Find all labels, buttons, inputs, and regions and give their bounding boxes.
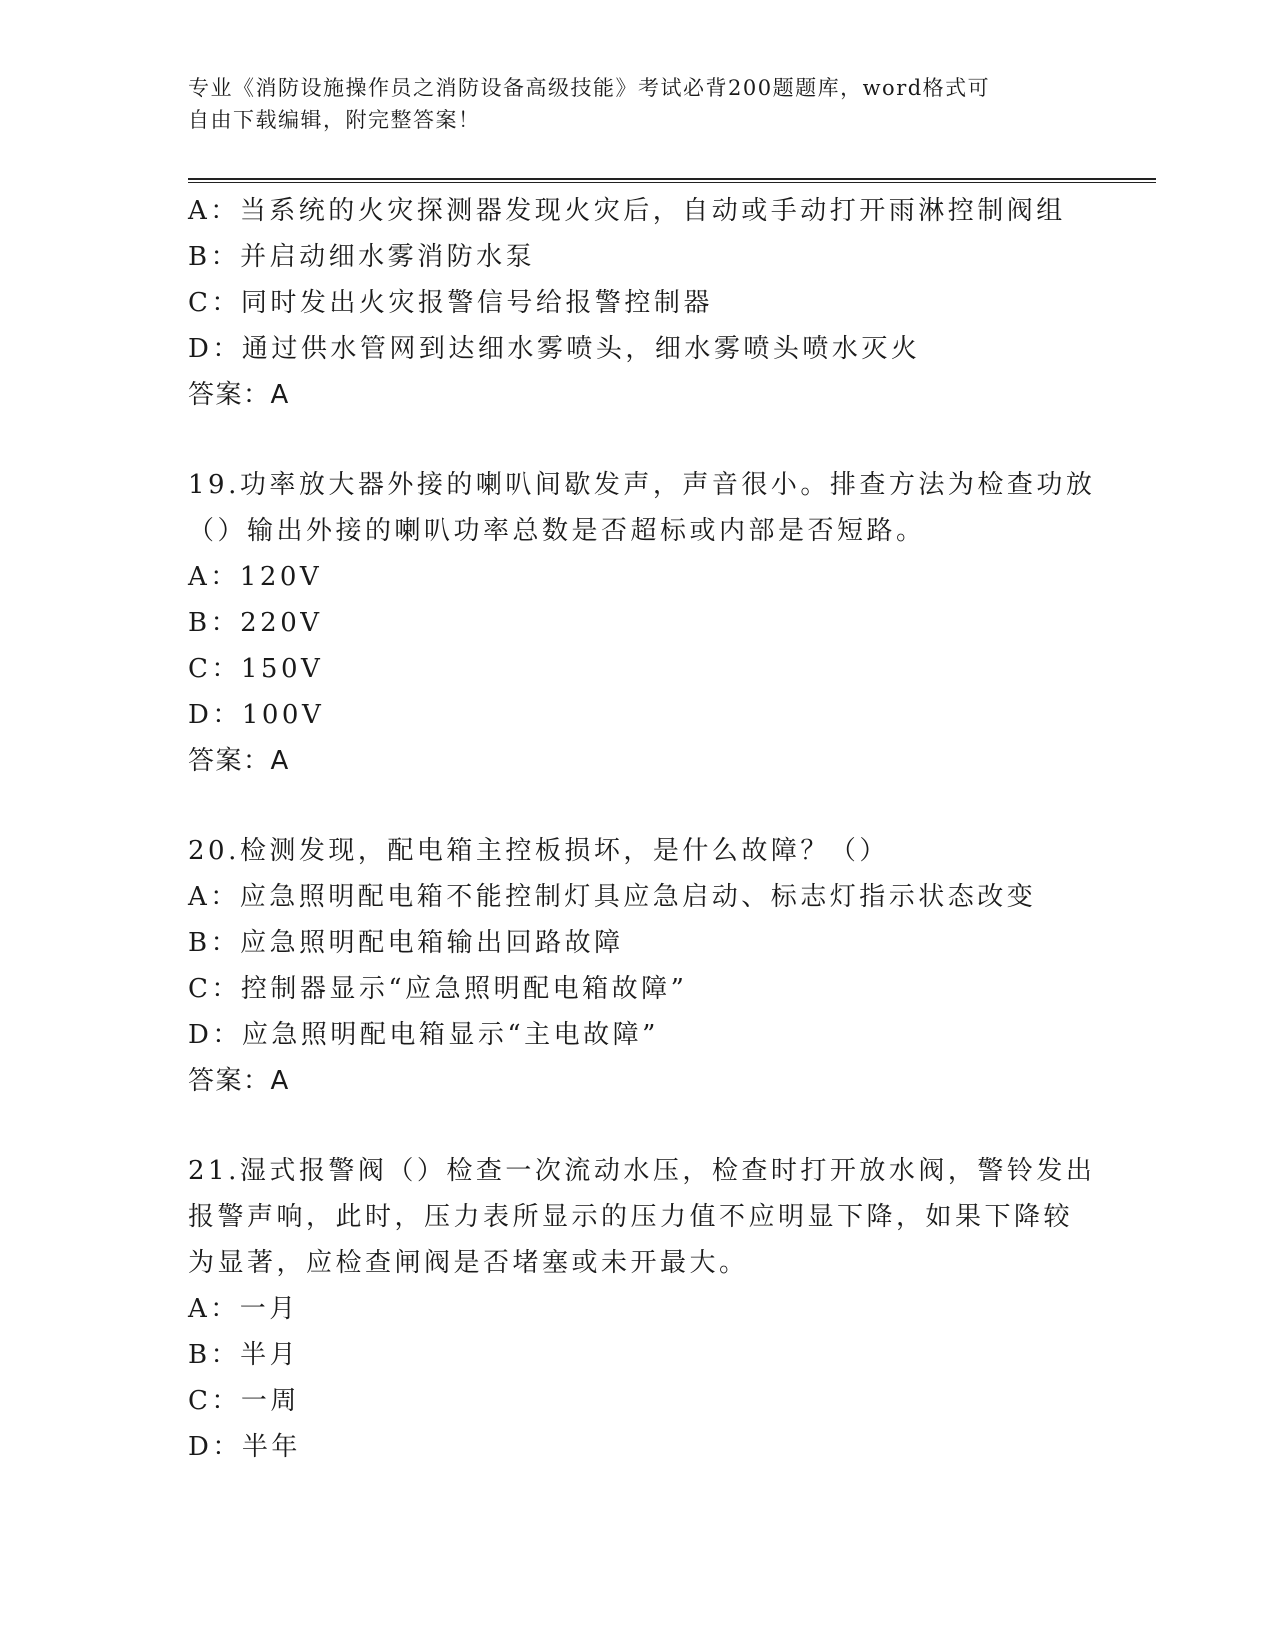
question-18 [188, 188, 1088, 418]
option-a: A：应急照明配电箱不能控制灯具应急启动、标志灯指示状态改变 [188, 882, 1037, 912]
option-d: D：半年 [188, 1432, 301, 1462]
option-a: A：120V [188, 562, 323, 592]
question-stem-continued: 报警声响，此时，压力表所显示的压力值不应明显下降，如果下降较 [188, 1202, 1074, 1232]
option-d: D：通过供水管网到达细水雾喷头，细水雾喷头喷水灭火 [188, 334, 921, 364]
question-stem: 21.湿式报警阀（）检查一次流动水压，检查时打开放水阀，警铃发出 [188, 1156, 1096, 1186]
question-stem-continued: （）输出外接的喇叭功率总数是否超标或内部是否短路。 [188, 516, 926, 546]
option-b: B：220V [188, 608, 323, 638]
option-d: D：应急照明配电箱显示“主电故障” [188, 1020, 659, 1050]
question-21 [188, 1148, 1096, 1470]
header-line-2: 自由下载编辑，附完整答案！ [188, 108, 481, 132]
option-c: C：一周 [188, 1386, 300, 1416]
question-stem: 19.功率放大器外接的喇叭间歇发声，声音很小。排查方法为检查功放 [188, 470, 1096, 500]
option-b: B：并启动细水雾消防水泵 [188, 242, 536, 272]
header-line-1: 专业《消防设施操作员之消防设备高级技能》考试必背200题题库，word格式可 [188, 76, 991, 100]
option-c: C：同时发出火灾报警信号给报警控制器 [188, 288, 713, 318]
spacer [188, 784, 1088, 828]
option-a: A：当系统的火灾探测器发现火灾后，自动或手动打开雨淋控制阀组 [188, 196, 1066, 226]
spacer [188, 418, 1088, 462]
option-c: C：控制器显示“应急照明配电箱故障” [188, 974, 688, 1004]
question-stem: 20.检测发现，配电箱主控板损坏，是什么故障？（） [188, 836, 889, 866]
question-stem-continued: 为显著，应检查闸阀是否堵塞或未开最大。 [188, 1248, 749, 1278]
option-a: A：一月 [188, 1294, 299, 1324]
header-divider [188, 178, 1156, 183]
answer-line: 答案：A [188, 380, 290, 410]
option-c: C：150V [188, 654, 324, 684]
question-20 [188, 828, 1088, 1104]
document-header [188, 72, 1068, 136]
answer-line: 答案：A [188, 1066, 290, 1096]
option-b: B：应急照明配电箱输出回路故障 [188, 928, 624, 958]
option-d: D：100V [188, 700, 325, 730]
question-list [188, 188, 1096, 1470]
option-b: B：半月 [188, 1340, 300, 1370]
spacer [188, 1104, 1088, 1148]
answer-line: 答案：A [188, 746, 290, 776]
question-19 [188, 462, 1096, 784]
